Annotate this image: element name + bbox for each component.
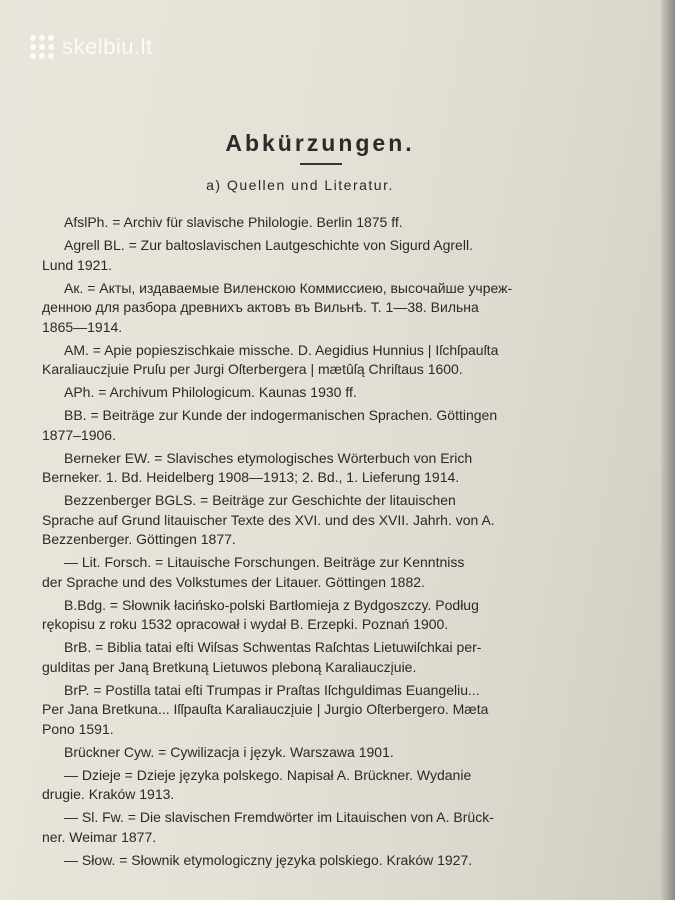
watermark-text: skelbiu.lt bbox=[62, 34, 153, 59]
page-title: Abkürzungen. bbox=[225, 130, 415, 156]
list-item: Bezzenberger BGLS. = Beiträge zur Geschichte der litauischen Sprache auf Grund litauischer Texte des XVI. und des XVII. Jahrh. von A. Bezzenberger. Göttingen 1877. bbox=[42, 492, 495, 547]
list-item: Agrell BL. = Zur baltoslavischen Lautgeschichte von Sigurd Agrell. Lund 1921. bbox=[42, 237, 473, 273]
list-item: AM. = Apie popieszischkaie missche. D. Aegidius Hunnius | Iſchſpauſta Karaliauczįuie Pruſu per Jurgi Oſterbergera | mætûſą Chriſtaus 1600. bbox=[42, 341, 499, 377]
list-item: APh. = Archivum Philologicum. Kaunas 1930 ff. bbox=[64, 384, 357, 400]
list-item: BB. = Beiträge zur Kunde der indogermanischen Sprachen. Göttingen 1877–1906. bbox=[42, 407, 498, 443]
section-subtitle: a) Quellen und Literatur. bbox=[206, 177, 394, 193]
list-item: — Dzieje = Dzieje języka polskego. Napisał A. Brückner. Wydanie drugie. Kraków 1913. bbox=[42, 766, 472, 802]
list-item: B.Bdg. = Słownik łacińsko-polski Bartłomieja z Bydgoszczy. Podług rękopisu z roku 1532 opracował i wydał B. Erzepki. Poznań 1900. bbox=[42, 596, 479, 632]
watermark bbox=[30, 34, 153, 60]
list-item: — Sl. Fw. = Die slavischen Fremdwörter im Litauischen von A. Brück- ner. Weimar 1877. bbox=[42, 809, 494, 845]
list-item: Berneker EW. = Slavisches etymologisches Wörterbuch von Erich Berneker. 1. Bd. Heidelberg 1908—1913; 2. Bd., 1. Lieferung 1914. bbox=[42, 449, 473, 485]
list-item: BrB. = Biblia tatai eſti Wiſsas Schwentas Raſchtas Lietuwiſchkai per- gulditas per Janą Bretkuną Lietuwos pleboną Karaliauczįuie. bbox=[42, 639, 482, 675]
abbreviation-list bbox=[42, 213, 597, 874]
list-item: — Lit. Forsch. = Litauische Forschungen. Beiträge zur Kenntniss der Sprache und des Volkstumes der Litauer. Göttingen 1882. bbox=[42, 554, 465, 590]
list-item: AfslPh. = Archiv für slavische Philologie. Berlin 1875 ff. bbox=[64, 214, 403, 230]
list-item: Brückner Cyw. = Cywilizacja i język. Warszawa 1901. bbox=[64, 743, 394, 760]
list-item: Ак. = Акты, издаваемые Виленскою Коммиссиею, высочайше учреж- денною для разбора древнихъ актовъ въ Вильнѣ. Т. 1—38. Вильна 1865—1914. bbox=[42, 279, 513, 335]
list-item: BrP. = Postilla tatai eſti Trumpas ir Praſtas Iſchguldimas Euangeliu... Per Jana Bretkuna... Iſſpauſta Karaliauczįuie | Jurgio Oſterbergero. Mæta Pono 1591. bbox=[42, 681, 489, 737]
page-edge bbox=[661, 0, 675, 900]
list-item: — Słow. = Słownik etymologiczny języka polskiego. Kraków 1927. bbox=[64, 851, 473, 868]
dot-grid-icon bbox=[30, 35, 54, 59]
title-rule bbox=[300, 163, 342, 165]
